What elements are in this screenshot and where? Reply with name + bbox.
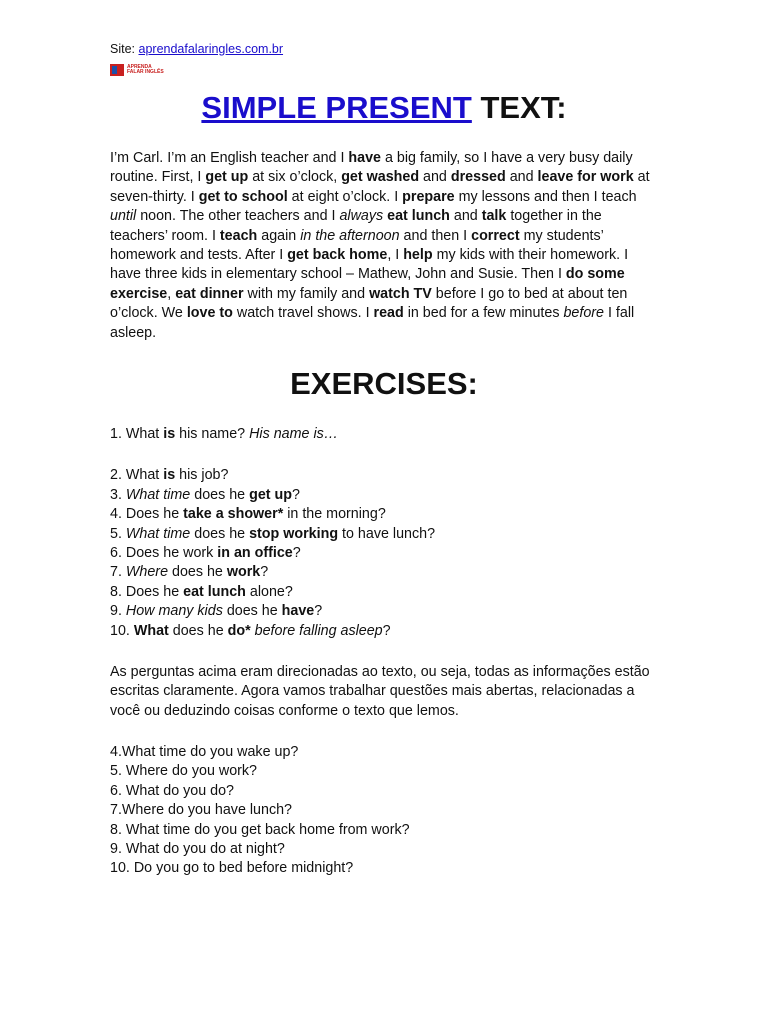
text-run: watch travel shows. I [232,305,374,322]
question-item [110,544,670,563]
text-run: 8. Does he [110,583,184,600]
text-run: ? [292,545,301,562]
text-run: ? [314,603,323,620]
bold-text: stop working [249,525,339,542]
text-run: 2. What [110,467,164,484]
text-run: ? [260,564,269,581]
question-item [110,563,670,582]
bold-text: do* [227,622,251,639]
bold-text: get up [249,486,292,503]
bold-text: have [348,150,381,166]
text-run: ? [291,486,300,503]
text-run: his name? [175,426,250,442]
italic-text: How many kids [125,603,223,620]
text-run: 5. [110,525,126,542]
italic-text: before falling asleep [254,622,383,639]
text-run: and then I [399,227,472,244]
italic-text: What time [125,525,191,542]
bold-text: dressed [450,169,506,186]
bold-text: eat lunch [183,583,246,600]
text-run: noon. The other teachers and I [136,208,340,225]
bold-text: read [373,305,404,322]
text-run: and [449,208,482,225]
site-link[interactable]: aprendafalaringles.com.br [138,42,284,56]
text-run: does he [168,564,227,581]
bold-text: love to [186,305,233,322]
page-title [0,90,768,126]
text-run: ? [382,622,391,639]
open-question-item: 9. What do you do at night? [110,841,285,858]
italic-text: What time [125,486,191,503]
logo-mark-icon [110,64,124,76]
text-run: at six o’clock, [248,169,342,186]
text-run: 6. Does he work [110,545,218,562]
bold-text: take a shower* [183,506,284,523]
open-question-item: 5. Where do you work? [110,763,258,780]
text-run: a big family, so I have a very busy daily routine. First, I [110,150,633,186]
italic-text: before [563,305,605,322]
text-run: his job? [175,467,229,484]
text-run: I fall asleep. [110,305,635,341]
site-label: Site: [110,42,136,56]
text-run: and [505,169,538,186]
bold-text: is [163,426,176,442]
title-link[interactable]: SIMPLE PRESENT [201,90,472,125]
italic-text: in the afternoon [300,227,400,244]
text-run: 3. [110,486,126,503]
text-run: , I [387,247,404,264]
text-run: to have lunch? [338,525,436,542]
question-item [110,466,670,485]
question-list-a [110,425,670,641]
text-run: again [257,227,301,244]
text-run: 4. Does he [110,506,184,523]
text-run: does he [222,603,282,620]
italic-text: His name is… [249,426,339,442]
italic-text: until [110,208,137,225]
text-run: together in the teachers’ room. I [110,208,602,244]
bold-text: correct [471,227,520,244]
italic-text: Where [125,564,169,581]
text-run: my lessons and then I teach [454,188,637,205]
text-run: does he [190,525,250,542]
instruction-note: As perguntas acima eram direcionadas ao texto, ou seja, todas as informações estão escritas claramente. Agora vamos trabalhar questões mais abertas, relacionadas a você ou deduzindo coisas conforme o texto que lemos. [110,664,650,719]
text-run: 1. What [110,426,164,442]
text-run: does he [168,622,228,639]
text-run: 7. [110,564,126,581]
bold-text: get up [205,169,249,186]
bold-text: What [133,622,169,639]
open-question-item: 8. What time do you get back home from work? [110,821,410,838]
open-question-item: 7.Where do you have lunch? [110,802,293,819]
bold-text: work [226,564,261,581]
bold-text: leave for work [537,169,634,186]
text-run: 9. [110,603,126,620]
question-item [110,583,670,602]
question-item [110,505,670,524]
text-run: at eight o’clock. I [287,188,403,205]
site-line [110,42,283,56]
logo-text-bottom: FALAR INGLÊS [127,69,164,75]
exercises-title: EXERCISES: [290,366,478,401]
question-list-b [110,743,670,879]
bold-text: eat lunch [387,208,450,225]
open-question-item: 10. Do you go to bed before midnight? [110,860,354,877]
bold-text: in an office [217,545,293,562]
text-run: and [419,169,451,186]
list-spacer [110,444,670,466]
bold-text: get to school [198,188,288,205]
question-item [110,425,670,444]
bold-text: watch TV [369,285,432,302]
bold-text: help [403,247,433,264]
text-run: at seven-thirty. I [110,169,650,205]
logo [110,63,164,77]
bold-text: is [163,467,176,484]
text-run: my kids with their homework. I have three kids in elementary school – Mathew, John and Susie. Then I [110,247,629,283]
bold-text: do some exercise [110,266,625,302]
bold-text: talk [481,208,507,225]
question-item [110,622,670,641]
bold-text: get back home [287,247,388,264]
title-rest: TEXT: [471,90,567,125]
text-run: before I go to bed at about ten o’clock. We [110,285,628,322]
bold-text: teach [219,227,258,244]
text-run: does he [190,486,250,503]
question-item [110,525,670,544]
open-question-item: 6. What do you do? [110,782,234,799]
text-run: I’m Carl. I’m an English teacher and I [110,150,349,166]
text-run: 10. [110,622,134,639]
logo-text-top: APRENDA [127,64,152,70]
text-run: , [167,285,176,302]
open-question-item: 4.What time do you wake up? [110,744,299,760]
bold-text: eat dinner [175,285,244,302]
text-run: in the morning? [283,506,386,523]
bold-text: have [281,603,315,620]
text-run: my students’ homework and tests. After I [110,227,604,264]
question-item [110,486,670,505]
bold-text: prepare [402,188,455,205]
story-paragraph [110,149,660,343]
bold-text: get washed [341,169,420,186]
italic-text: always [339,208,384,225]
text-run: in bed for a few minutes [403,305,564,322]
question-item [110,602,670,621]
text-run: with my family and [243,285,370,302]
text-run: alone? [245,583,293,600]
